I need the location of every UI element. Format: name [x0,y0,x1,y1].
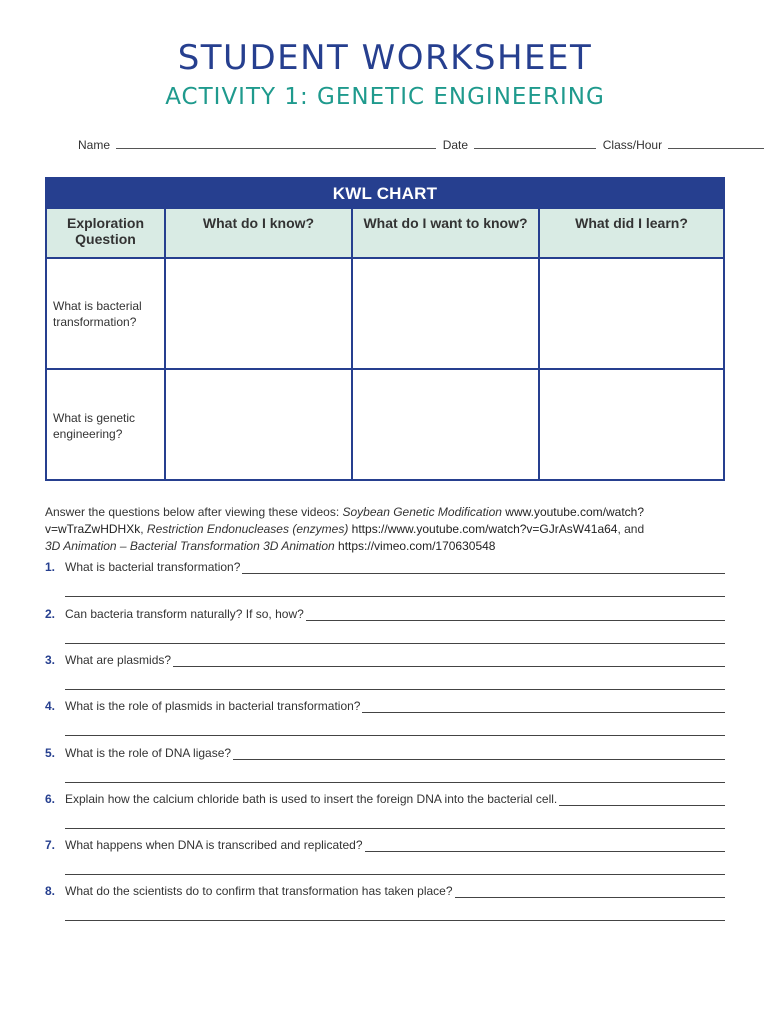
video-3-link[interactable]: https://vimeo.com/170630548 [338,539,496,553]
date-label: Date [442,138,469,152]
kwl-row-question: What is bacterial transformation? [47,259,166,370]
student-info-row [78,138,767,152]
answer-line[interactable] [65,852,725,875]
question-item [45,744,725,783]
question-text: What happens when DNA is transcribed and replicated? [65,838,363,852]
question-item [45,836,725,875]
instructions-text: Answer the questions below after viewing these videos: [45,505,343,519]
question-text: What is bacterial transformation? [65,560,241,574]
video-1-title: Soybean Genetic Modification [342,505,502,519]
kwl-header-know: What do I know? [166,209,353,259]
question-item [45,790,725,829]
answer-line[interactable] [65,898,725,921]
question-number: 5. [45,746,56,760]
video-2-link[interactable]: https://www.youtube.com/watch?v=GJrAsW41a64 [351,522,618,536]
answer-line[interactable] [362,700,725,713]
kwl-cell-know[interactable] [166,259,353,370]
class-hour-label: Class/Hour [602,138,663,152]
answer-line[interactable] [173,654,725,667]
kwl-header-question: Exploration Question [47,209,166,259]
question-text: Can bacteria transform naturally? If so, how? [65,607,304,621]
kwl-header-want: What do I want to know? [353,209,540,259]
answer-line[interactable] [233,747,725,760]
question-item [45,558,725,597]
kwl-row-question: What is genetic engineering? [47,370,166,481]
answer-line[interactable] [306,608,725,621]
answer-line[interactable] [559,793,725,806]
question-item [45,605,725,644]
activity-subtitle: ACTIVITY 1: GENETIC ENGINEERING [165,84,605,110]
question-number: 1. [45,560,56,574]
question-item [45,651,725,690]
question-number: 2. [45,607,56,621]
kwl-cell-know[interactable] [166,370,353,481]
question-item [45,697,725,736]
kwl-cell-want[interactable] [353,370,540,481]
video-2-title: Restriction Endonucleases (enzymes) [146,522,349,536]
question-number: 6. [45,792,56,806]
answer-line[interactable] [65,713,725,736]
video-1-link[interactable]: www.youtube.com/watch?v=wTraZwHDHXk [45,505,645,536]
answer-line[interactable] [65,667,725,690]
question-text: What do the scientists do to confirm that transformation has taken place? [65,884,453,898]
kwl-chart-title: KWL CHART [47,179,723,209]
kwl-cell-want[interactable] [353,259,540,370]
question-text: What is the role of plasmids in bacterial transformation? [65,699,361,713]
answer-line[interactable] [65,574,725,597]
kwl-cell-learned[interactable] [540,259,723,370]
question-number: 7. [45,838,56,852]
question-text: Explain how the calcium chloride bath is used to insert the foreign DNA into the bacterial cell. [65,792,558,806]
answer-line[interactable] [65,806,725,829]
answer-line[interactable] [65,760,725,783]
class-hour-field[interactable] [668,138,764,149]
answer-line[interactable] [242,561,725,574]
name-field[interactable] [116,138,436,149]
question-text: What is the role of DNA ligase? [65,746,232,760]
kwl-cell-learned[interactable] [540,370,723,481]
video-3-title: 3D Animation – Bacterial Transformation 3D Animation [45,539,335,553]
name-label: Name [78,138,111,152]
answer-line[interactable] [65,621,725,644]
question-item [45,882,725,921]
and-text: , and [617,522,645,536]
answer-line[interactable] [365,839,725,852]
question-number: 8. [45,884,56,898]
kwl-chart [45,177,725,481]
question-number: 4. [45,699,56,713]
date-field[interactable] [474,138,596,149]
kwl-header-learned: What did I learn? [540,209,723,259]
page-title: STUDENT WORKSHEET [177,38,593,78]
answer-line[interactable] [455,885,725,898]
question-text: What are plasmids? [65,653,172,667]
question-number: 3. [45,653,56,667]
video-instructions: Answer the questions below after viewing these videos: Soybean Genetic Modification www.youtube.com/watch?v=wTraZwHDHXk, Restriction Endonucleases (enzymes) https://www.youtube.com/watch?v=GJrAsW41a64, and 3D Animation – Bacterial Transformation 3D Animation https://vimeo.com/170630548 [45,505,645,553]
